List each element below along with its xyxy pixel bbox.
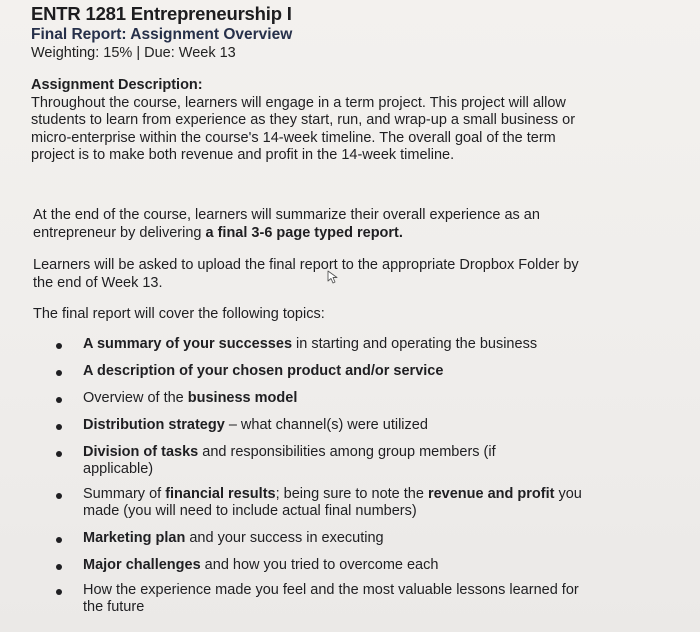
summary-paragraph bbox=[33, 206, 593, 242]
topic-text: you made (you will need to include actual final numbers) bbox=[83, 486, 582, 519]
topic-text: Overview of the bbox=[83, 390, 188, 406]
topic-bold: revenue and profit bbox=[427, 486, 555, 502]
summary-bold-text: a final 3-6 page typed report. bbox=[205, 225, 403, 241]
bullet-icon bbox=[56, 589, 62, 595]
topic-text: Summary of bbox=[83, 486, 166, 502]
description-heading: Assignment Description: bbox=[31, 77, 203, 93]
bullet-icon bbox=[56, 493, 62, 499]
topic-bold: Division of tasks bbox=[83, 444, 199, 460]
topic-bold: business model bbox=[187, 390, 298, 406]
topic-text: in starting and operating the business bbox=[292, 336, 538, 352]
bullet-icon bbox=[56, 564, 62, 570]
topics-intro: The final report will cover the following topics: bbox=[33, 306, 325, 322]
course-title: ENTR 1281 Entrepreneurship I bbox=[31, 3, 292, 24]
topic-text: – what channel(s) were utilized bbox=[224, 417, 428, 433]
bullet-icon bbox=[56, 343, 62, 349]
topic-text: and responsibilities among group members (if applicable) bbox=[83, 444, 496, 477]
description-body: Throughout the course, learners will engage in a term project. This project will allow students to learn from experience as they start, run, and wrap-up a small business or micro-enterprise within the course's 14-week timeline. The overall goal of the term project is to make both revenue and profit in the 14-week timeline. bbox=[31, 94, 576, 163]
mouse-cursor-icon bbox=[327, 270, 339, 284]
assignment-description bbox=[31, 77, 591, 165]
bullet-icon bbox=[56, 424, 62, 430]
bullet-icon bbox=[56, 370, 62, 376]
topic-bold: Distribution strategy bbox=[83, 417, 225, 433]
topic-bold: A summary of your successes bbox=[83, 336, 293, 352]
topic-bold: financial results bbox=[165, 486, 276, 502]
bullet-icon bbox=[56, 537, 62, 543]
document-header bbox=[31, 3, 292, 63]
bullet-icon bbox=[56, 451, 62, 457]
topic-text: How the experience made you feel and the most valuable lessons learned for the future bbox=[83, 582, 579, 615]
topic-text: and how you tried to overcome each bbox=[200, 557, 439, 573]
bullet-icon bbox=[56, 397, 62, 403]
topic-text: ; being sure to note the bbox=[275, 486, 428, 502]
topic-text: and your success in executing bbox=[185, 530, 384, 546]
upload-paragraph: Learners will be asked to upload the final report to the appropriate Dropbox Folder by the end of Week 13. bbox=[33, 257, 579, 291]
report-title: Final Report: Assignment Overview bbox=[31, 26, 293, 43]
topic-bold: Major challenges bbox=[83, 557, 201, 573]
summary-text: At the end of the course, learners will summarize their overall experience as an entrepreneur by delivering bbox=[33, 207, 540, 241]
weighting-due: Weighting: 15% | Due: Week 13 bbox=[31, 45, 236, 61]
topic-bold: Marketing plan bbox=[83, 530, 186, 546]
topic-bold: A description of your chosen product and/or service bbox=[83, 363, 444, 379]
